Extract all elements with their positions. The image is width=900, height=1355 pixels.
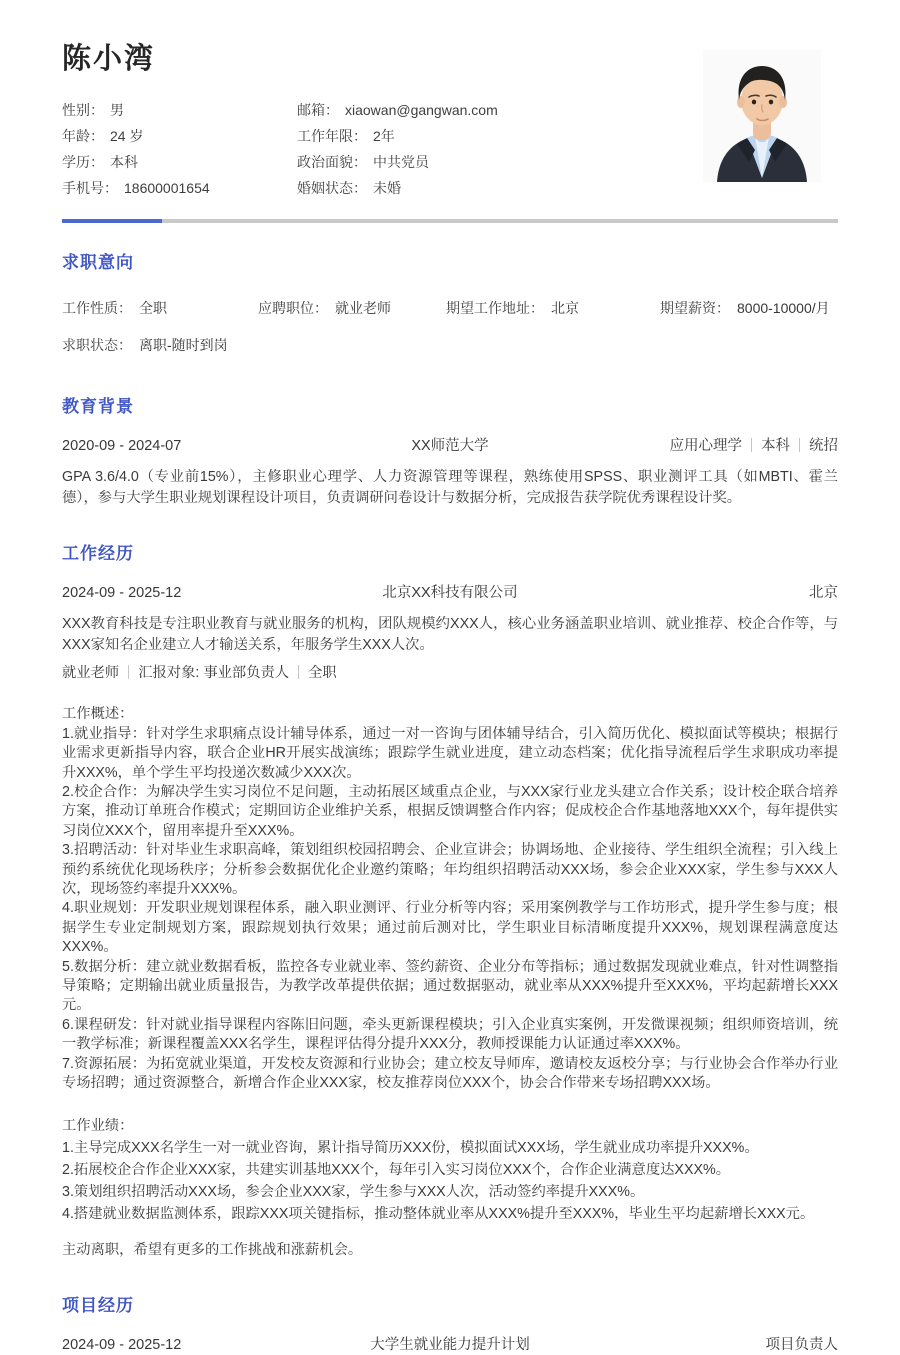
info-age [62, 123, 297, 149]
project-date: 2024-09 - 2025-12 [62, 1337, 182, 1354]
personal-info-right-column [297, 97, 622, 201]
personal-info [62, 97, 622, 201]
job-intention-row-1 [62, 298, 838, 318]
field-expected-salary-label: 期望薪资： [660, 300, 730, 317]
work-overview-heading: 工作概述： [62, 706, 134, 723]
leave-reason: 主动离职，希望有更多的工作挑战和涨薪机会。 [62, 1242, 363, 1259]
field-job-status-label: 求职状态： [62, 337, 132, 354]
work-experience-title: 工作经历 [62, 544, 134, 564]
info-email [297, 97, 622, 123]
header-divider [62, 219, 838, 223]
work-overview-item: 6.课程研发：针对就业指导课程内容陈旧问题，牵头更新课程模块；引入企业真实案例，开发微课视频；组织师资培训，统一教学标准；新课程覆盖XXX名学生，课程评估得分提升XXX分，教师授课能力认证通过率XXX%。 [62, 1016, 838, 1053]
job-intention-title: 求职意向 [62, 253, 134, 273]
info-gender [62, 97, 297, 123]
project-experience-title: 项目经历 [62, 1296, 134, 1316]
info-phone [62, 175, 297, 201]
job-intention-row-2 [62, 335, 838, 355]
work-role: 就业老师 [62, 665, 120, 682]
info-education-value: 本科 [110, 154, 138, 171]
work-employment-type: 全职 [308, 665, 337, 682]
field-work-type-value: 全职 [139, 300, 167, 317]
id-photo-illustration [703, 50, 821, 182]
info-email-value: xiaowan@gangwan.com [345, 102, 498, 119]
info-political-status-label: 政治面貌： [297, 154, 367, 171]
field-expected-salary [660, 298, 838, 318]
info-phone-label: 手机号： [62, 180, 118, 197]
education-enroll-type: 统招 [809, 438, 838, 455]
work-achievements-heading: 工作业绩： [62, 1118, 134, 1135]
info-phone-value: 18600001654 [124, 180, 210, 197]
info-political-status-value: 中共党员 [373, 154, 429, 171]
info-age-value: 24 岁 [110, 128, 144, 145]
field-work-type-label: 工作性质： [62, 300, 132, 317]
work-achievement-item: 3.策划组织招聘活动XXX场，参会企业XXX家，学生参与XXX人次，活动签约率提升XXX%。 [62, 1184, 645, 1201]
work-overview-item: 1.就业指导：针对学生求职痛点设计辅导体系，通过一对一咨询与团体辅导结合，引入简历优化、模拟面试等模块；根据行业需求更新指导内容，联合企业HR开展实战演练；跟踪学生就业进度，建立动态档案；优化指导流程后学生求职成功率提升XXX%，单个学生平均投递次数减少XXX次。 [62, 725, 838, 781]
id-photo [703, 50, 821, 182]
education-degree: 本科 [761, 438, 790, 455]
field-target-position-value: 就业老师 [335, 300, 391, 317]
education-title: 教育背景 [62, 397, 134, 417]
education-major: 应用心理学 [669, 438, 742, 455]
info-marital-status [297, 175, 622, 201]
education-date: 2020-09 - 2024-07 [62, 438, 182, 455]
separator-bar [799, 438, 800, 452]
work-overview-block [62, 705, 838, 1093]
personal-info-left-column [62, 97, 297, 201]
work-overview-item: 3.招聘活动：针对毕业生求职高峰，策划组织校园招聘会、企业宣讲会；协调场地、企业接待、学生组织全流程；引入线上预约系统优化现场秩序；分析参会数据优化企业邀约策略；年均组织招聘活动XXX场，参会企业XXX家，学生参与XXX人次，现场签约率提升XXX%。 [62, 842, 838, 897]
work-achievement-item: 1.主导完成XXX名学生一对一就业咨询，累计指导简历XXX份，模拟面试XXX场，学生就业成功率提升XXX%。 [62, 1140, 759, 1157]
header-divider-accent [62, 219, 162, 223]
info-education-label: 学历： [62, 154, 104, 171]
work-achievement-item: 4.搭建就业数据监测体系，跟踪XXX项关键指标，推动整体就业率从XXX%提升至XXX%，毕业生平均起薪增长XXX元。 [62, 1206, 815, 1223]
work-overview-item: 4.职业规划：开发职业规划课程体系，融入职业测评、行业分析等内容；采用案例教学与工作坊形式，提升学生参与度；根据学生专业定制规划方案，跟踪规划执行效果；通过前后测对比，学生职业目标清晰度提升XXX%，规划课程满意度达XXX%。 [62, 900, 838, 956]
info-education-level [62, 149, 297, 175]
work-achievement-item: 2.拓展校企合作企业XXX家，共建实训基地XXX个，每年引入实习岗位XXX个，合作企业满意度达XXX%。 [62, 1162, 731, 1179]
info-work-years-label: 工作年限： [297, 128, 367, 145]
project-role: 项目负责人 [765, 1337, 838, 1354]
work-location: 北京 [809, 585, 838, 602]
separator-bar [128, 665, 129, 679]
section-job-intention [62, 248, 838, 355]
work-overview-item: 7.资源拓展：为拓宽就业渠道，开发校友资源和行业协会；建立校友导师库，邀请校友返校分享；与行业协会合作举办行业专场招聘；通过资源整合，新增合作企业XXX家，校友推荐岗位XXX个，协会合作带来专场招聘XXX场。 [62, 1055, 838, 1092]
info-email-label: 邮箱： [297, 102, 339, 119]
info-marital-status-label: 婚姻状态： [297, 180, 367, 197]
education-description: GPA 3.6/4.0（专业前15%），主修职业心理学、人力资源管理等课程，熟练使用SPSS、职业测评工具（如MBTI、霍兰德），参与大学生职业规划课程设计项目，负责调研问卷设计与数据分析，完成报告获学院优秀课程设计奖。 [62, 469, 838, 506]
work-company: 北京XX科技有限公司 [382, 585, 518, 602]
project-entry-row [62, 1335, 838, 1355]
field-target-location [446, 298, 660, 318]
section-work-experience [62, 539, 838, 1260]
education-meta [489, 436, 838, 456]
education-school: XX师范大学 [411, 438, 489, 455]
resume-header [62, 43, 838, 201]
candidate-name: 陈小湾 [62, 43, 156, 75]
education-entry-row [62, 436, 838, 456]
work-report-to: 汇报对象: 事业部负责人 [138, 665, 290, 682]
field-work-type [62, 298, 258, 318]
field-expected-salary-value: 8000-10000/月 [737, 300, 830, 317]
info-age-label: 年龄： [62, 128, 104, 145]
section-education [62, 392, 838, 508]
info-gender-label: 性别： [62, 102, 104, 119]
info-political-status [297, 149, 622, 175]
info-gender-value: 男 [110, 102, 124, 119]
work-role-row [62, 662, 838, 684]
field-job-status [62, 335, 838, 355]
field-target-position [258, 298, 446, 318]
work-achievements-block [62, 1115, 838, 1225]
separator-bar [751, 438, 752, 452]
field-target-position-label: 应聘职位： [258, 300, 328, 317]
work-entry-row [62, 583, 838, 603]
field-job-status-value: 离职-随时到岗 [139, 337, 228, 354]
work-overview-item: 5.数据分析：建立就业数据看板，监控各专业就业率、签约薪资、企业分布等指标；通过数据发现就业难点，针对性调整指导策略；定期输出就业质量报告，为教学改革提供依据；通过数据驱动，就业率从XXX%提升至XXX%，平均起薪增长XXX元。 [62, 958, 838, 1014]
work-overview-item: 2.校企合作：为解决学生实习岗位不足问题，主动拓展区域重点企业，与XXX家行业龙头建立合作关系；设计校企联合培养方案，推动订单班合作模式；定期回访企业维护关系，根据反馈调整合作内容；促成校企合作基地落地XXX个，每年提供实习岗位XXX个，留用率提升至XXX%。 [62, 783, 838, 839]
separator-bar [298, 665, 299, 679]
section-project-experience [62, 1291, 838, 1355]
work-date: 2024-09 - 2025-12 [62, 585, 182, 602]
field-target-location-label: 期望工作地址： [446, 300, 544, 317]
project-name: 大学生就业能力提升计划 [370, 1337, 530, 1354]
info-marital-status-value: 未婚 [373, 180, 401, 197]
company-description: XXX教育科技是专注职业教育与就业服务的机构，团队规模约XXX人，核心业务涵盖职业培训、就业推荐、校企合作等，与XXX家知名企业建立人才输送关系，年服务学生XXX人次。 [62, 616, 838, 653]
header-divider-track [162, 219, 838, 223]
info-work-years-value: 2年 [373, 128, 395, 145]
field-target-location-value: 北京 [551, 300, 579, 317]
info-work-years [297, 123, 622, 149]
